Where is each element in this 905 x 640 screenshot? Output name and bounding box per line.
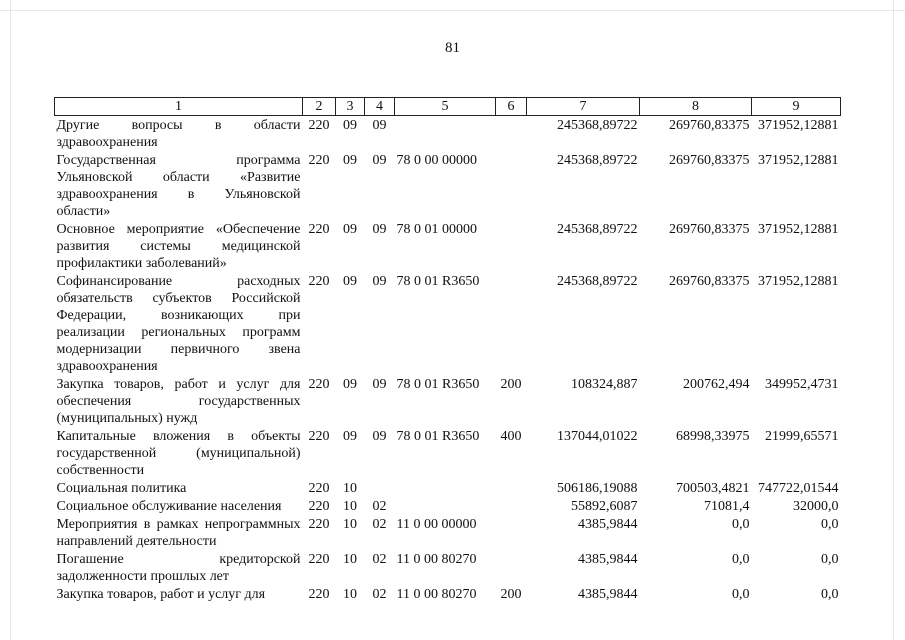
column-header: 7 — [527, 98, 640, 116]
column-header: 1 — [55, 98, 303, 116]
cell-amount-7: 245368,89722 — [557, 118, 638, 133]
cell-target-article — [395, 497, 496, 515]
cell-section: 09 — [343, 377, 357, 392]
cell-target-article: 78 0 01 R3650 — [396, 429, 480, 444]
cell-target-article: 78 0 01 R3650 — [396, 377, 480, 392]
cell-target-article: 78 0 01 00000 — [396, 222, 477, 237]
cell-subsection: 09 — [372, 153, 387, 168]
cell-amount-9: 371952,12881 — [758, 222, 839, 237]
row-name: Закупка товаров, работ и услуг для обеспечения государственных (муниципальных) нужд — [56, 377, 301, 426]
cell-expense-type — [496, 497, 527, 515]
cell-amount-7: 245368,89722 — [557, 153, 638, 168]
cell-admin-code: 220 — [308, 377, 330, 392]
cell-admin-code: 220 — [308, 517, 330, 532]
row-name: Погашение кредиторской задолженности прошлых лет — [56, 552, 301, 584]
table-row — [55, 116, 841, 152]
column-header: 4 — [365, 98, 395, 116]
row-name: Софинансирование расходных обязательств субъектов Российской Федерации, возникающих при реализации региональных программ модернизации первичного звена здравоохранения — [56, 274, 301, 374]
row-name: Мероприятия в рамках непрограммных направлений деятельности — [56, 517, 301, 549]
cell-amount-8: 269760,83375 — [669, 153, 750, 168]
cell-section: 09 — [343, 222, 357, 237]
cell-subsection — [365, 479, 395, 497]
cell-section: 10 — [343, 481, 357, 496]
cell-subsection: 09 — [372, 377, 387, 392]
cell-target-article: 11 0 00 00000 — [396, 517, 477, 532]
cell-amount-8: 269760,83375 — [669, 118, 750, 133]
cell-section: 10 — [343, 499, 357, 514]
table-row — [55, 427, 841, 479]
cell-amount-9: 0,0 — [821, 587, 839, 602]
table-row — [55, 585, 841, 603]
cell-amount-7: 245368,89722 — [557, 274, 638, 289]
cell-expense-type: 200 — [500, 587, 522, 602]
cell-amount-7: 245368,89722 — [557, 222, 638, 237]
cell-section: 09 — [343, 118, 357, 133]
cell-amount-9: 21999,65571 — [765, 429, 839, 444]
row-name: Государственная программа Ульяновской области «Развитие здравоохранения в Ульяновской области» — [56, 153, 301, 219]
table-row — [55, 479, 841, 497]
scan-edge-top — [0, 10, 905, 11]
cell-amount-9: 349952,4731 — [765, 377, 839, 392]
cell-subsection: 02 — [372, 587, 387, 602]
row-name: Закупка товаров, работ и услуг для — [56, 587, 266, 602]
budget-table — [54, 97, 841, 603]
cell-expense-type — [496, 151, 527, 220]
cell-admin-code: 220 — [308, 153, 330, 168]
cell-expense-type — [496, 116, 527, 152]
cell-subsection: 09 — [372, 429, 387, 444]
cell-subsection: 02 — [372, 517, 387, 532]
cell-admin-code: 220 — [308, 552, 330, 567]
column-header: 8 — [640, 98, 752, 116]
cell-admin-code: 220 — [308, 587, 330, 602]
cell-target-article: 11 0 00 80270 — [396, 552, 477, 567]
cell-expense-type — [496, 550, 527, 585]
cell-amount-9: 371952,12881 — [758, 153, 839, 168]
cell-section: 09 — [343, 153, 357, 168]
cell-section: 10 — [343, 517, 357, 532]
table-row — [55, 272, 841, 375]
column-header: 6 — [496, 98, 527, 116]
table-row — [55, 497, 841, 515]
cell-amount-8: 269760,83375 — [669, 222, 750, 237]
table-body — [55, 116, 841, 604]
cell-admin-code: 220 — [308, 499, 330, 514]
cell-target-article — [395, 479, 496, 497]
cell-amount-8: 0,0 — [732, 517, 750, 532]
cell-amount-8: 200762,494 — [683, 377, 750, 392]
cell-admin-code: 220 — [308, 429, 330, 444]
column-header: 3 — [336, 98, 365, 116]
cell-amount-7: 4385,9844 — [578, 517, 638, 532]
cell-amount-9: 32000,0 — [793, 499, 839, 514]
table-row — [55, 151, 841, 220]
table-row — [55, 550, 841, 585]
cell-amount-8: 0,0 — [732, 552, 750, 567]
cell-expense-type: 200 — [500, 377, 522, 392]
table-row — [55, 220, 841, 272]
scan-edge-right — [893, 0, 894, 640]
cell-amount-7: 4385,9844 — [578, 587, 638, 602]
cell-amount-9: 371952,12881 — [758, 118, 839, 133]
column-header: 2 — [303, 98, 336, 116]
cell-admin-code: 220 — [308, 118, 330, 133]
cell-amount-9: 371952,12881 — [758, 274, 839, 289]
cell-section: 09 — [343, 429, 357, 444]
table-row — [55, 375, 841, 427]
cell-admin-code: 220 — [308, 481, 330, 496]
table-row — [55, 515, 841, 550]
cell-subsection: 09 — [372, 118, 387, 133]
page-number: 81 — [445, 40, 460, 56]
cell-amount-7: 55892,6087 — [571, 499, 638, 514]
row-name: Социальное обслуживание населения — [56, 499, 282, 514]
cell-amount-7: 137044,01022 — [557, 429, 638, 444]
cell-subsection: 02 — [372, 552, 387, 567]
cell-amount-7: 506186,19088 — [557, 481, 638, 496]
cell-subsection: 09 — [372, 222, 387, 237]
cell-amount-7: 108324,887 — [571, 377, 638, 392]
row-name: Социальная политика — [56, 481, 187, 496]
cell-subsection: 09 — [372, 274, 387, 289]
cell-amount-8: 269760,83375 — [669, 274, 750, 289]
cell-amount-8: 71081,4 — [704, 499, 750, 514]
cell-amount-8: 0,0 — [732, 587, 750, 602]
cell-admin-code: 220 — [308, 222, 330, 237]
cell-target-article: 78 0 00 00000 — [396, 153, 477, 168]
cell-subsection: 02 — [372, 499, 387, 514]
cell-section: 10 — [343, 552, 357, 567]
cell-section: 10 — [343, 587, 357, 602]
cell-expense-type — [496, 515, 527, 550]
row-name: Другие вопросы в области здравоохранения — [56, 118, 301, 150]
cell-expense-type — [496, 479, 527, 497]
cell-target-article: 78 0 01 R3650 — [396, 274, 480, 289]
cell-amount-8: 700503,4821 — [676, 481, 750, 496]
cell-amount-9: 0,0 — [821, 552, 839, 567]
row-name: Капитальные вложения в объекты государственной (муниципальной) собственности — [56, 429, 301, 478]
table-header-row — [55, 98, 841, 116]
row-name: Основное мероприятие «Обеспечение развития системы медицинской профилактики заболеваний» — [56, 222, 301, 271]
cell-expense-type: 400 — [500, 429, 522, 444]
scan-edge-left — [10, 0, 11, 640]
cell-expense-type — [496, 220, 527, 272]
cell-target-article — [395, 116, 496, 152]
cell-target-article: 11 0 00 80270 — [396, 587, 477, 602]
cell-admin-code: 220 — [308, 274, 330, 289]
column-header: 9 — [752, 98, 841, 116]
cell-amount-8: 68998,33975 — [676, 429, 750, 444]
cell-amount-7: 4385,9844 — [578, 552, 638, 567]
column-header: 5 — [395, 98, 496, 116]
cell-amount-9: 747722,01544 — [758, 481, 839, 496]
cell-expense-type — [496, 272, 527, 375]
cell-section: 09 — [343, 274, 357, 289]
cell-amount-9: 0,0 — [821, 517, 839, 532]
